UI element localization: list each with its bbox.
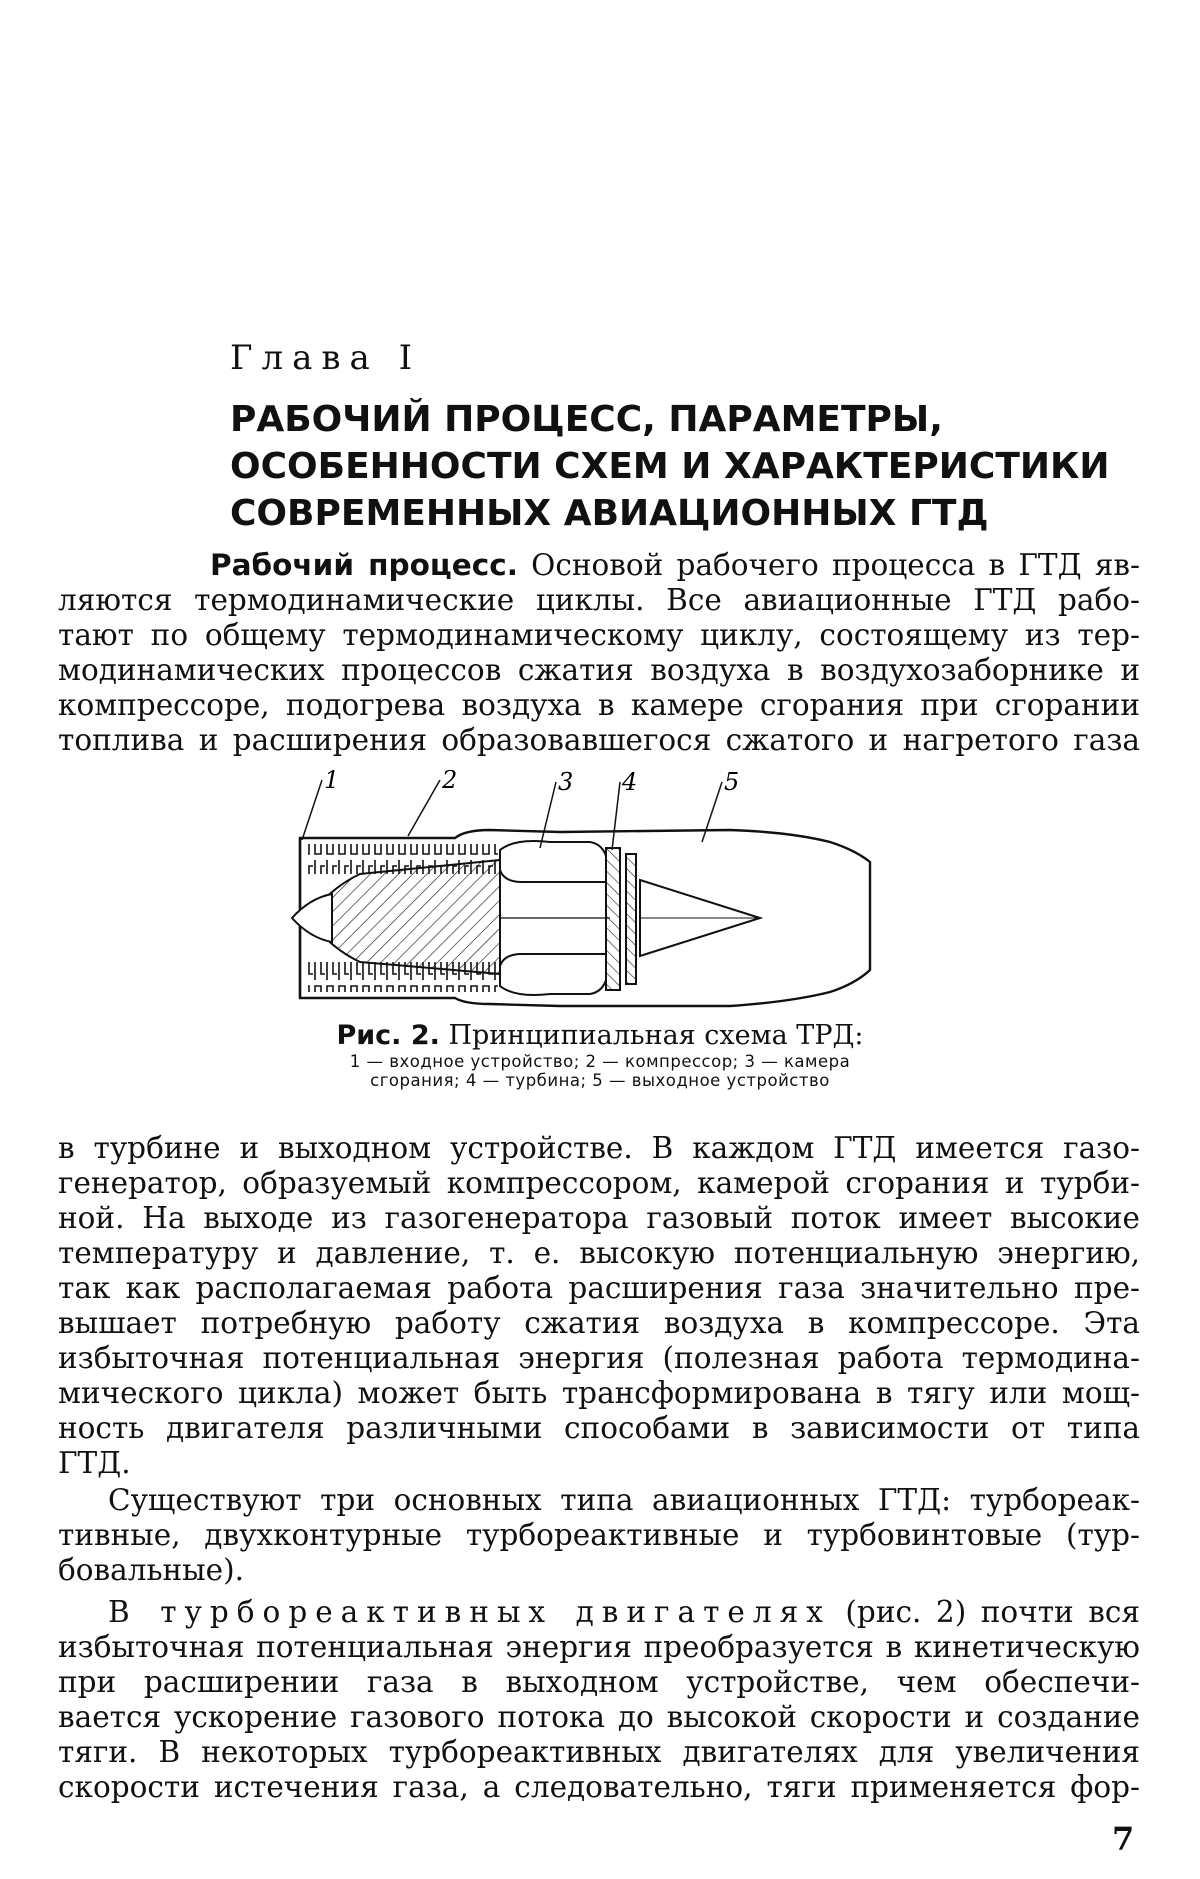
caption-text: Принципиальная схема ТРД: <box>448 1020 864 1051</box>
paragraph-line: ляются термодинамические циклы. Все авиационные ГТД рабо- <box>58 583 1140 617</box>
paragraph-line: мического цикла) может быть трансформирована в тягу или мощ- <box>58 1376 1140 1410</box>
paragraph-line: температуру и давление, т. е. высокую потенциальную энергию, <box>58 1236 1140 1270</box>
paragraph-line <box>58 548 1140 583</box>
paragraph-line: тяги. В некоторых турбореактивных двигателях для увеличения <box>58 1735 1140 1769</box>
chapter-title-line: ОСОБЕННОСТИ СХЕМ И ХАРАКТЕРИСТИКИ <box>230 446 1110 487</box>
paragraph-line: ной. На выходе из газогенератора газовый поток имеет высокие <box>58 1201 1140 1235</box>
spaced-term: В турбореактивных двигателях <box>108 1595 831 1629</box>
callout-3: 3 <box>558 770 574 796</box>
compressor-rotor <box>308 860 500 974</box>
figure-number: Рис. 2. <box>336 1020 440 1051</box>
callout-leaders <box>302 780 722 850</box>
paragraph-line: при расширении газа в выходном устройстве, чем обеспечи- <box>58 1665 1140 1699</box>
paragraph-text: Основой рабочего процесса в ГТД яв- <box>531 548 1140 582</box>
paragraph-line: генератор, образуемый компрессором, камерой сгорания и турби- <box>58 1166 1140 1200</box>
inlet-spinner <box>292 894 332 942</box>
callout-4: 4 <box>622 770 638 796</box>
paragraph-line: Существуют три основных типа авиационных ГТД: турбореак- <box>108 1483 1140 1517</box>
paragraph-turbojet <box>58 1595 1140 1805</box>
caption-legend-line: сгорания; 4 — турбина; 5 — выходное устройство <box>370 1071 830 1090</box>
paragraph-text: (рис. 2) почти вся <box>845 1595 1140 1629</box>
turbojet-schematic-diagram <box>290 770 910 1010</box>
paragraph-line: ность двигателя различными способами в зависимости от типа <box>58 1411 1140 1445</box>
paragraph-line: ГТД. <box>58 1446 131 1480</box>
paragraph-line: топлива и расширения образовавшегося сжатого и нагретого газа <box>58 723 1140 757</box>
callout-5: 5 <box>724 770 740 796</box>
paragraph-line: так как располагаемая работа расширения газа значительно пре- <box>58 1271 1140 1305</box>
figure-caption <box>230 1020 970 1090</box>
paragraph-line: вается ускорение газового потока до высокой скорости и создание <box>58 1700 1140 1734</box>
chapter-title-line: РАБОЧИЙ ПРОЦЕСС, ПАРАМЕТРЫ, <box>230 399 943 440</box>
paragraph-line: вышает потребную работу сжатия воздуха в компрессоре. Эта <box>58 1306 1140 1340</box>
caption-title <box>230 1020 970 1052</box>
paragraph-gas-generator <box>58 1131 1140 1481</box>
paragraph-line: модинамических процессов сжатия воздуха в воздухозаборнике и <box>58 653 1140 687</box>
turbojet-schematic-figure <box>290 770 910 1010</box>
paragraph-line: бовальные). <box>58 1553 245 1587</box>
paragraph-line: тают по общему термодинамическому циклу, состоящему из тер- <box>58 618 1140 652</box>
paragraph-line: скорости истечения газа, а следовательно, тяги применяется фор- <box>58 1770 1140 1804</box>
run-in-heading: Рабочий процесс. <box>210 548 518 582</box>
chapter-title <box>230 396 1110 537</box>
chapter-title-line: СОВРЕМЕННЫХ АВИАЦИОННЫХ ГТД <box>230 493 989 534</box>
turbine-stage-1 <box>606 848 620 990</box>
chapter-label: Глава I <box>230 338 422 378</box>
paragraph-line: компрессоре, подогрева воздуха в камере сгорания при сгорании <box>58 688 1140 722</box>
paragraph-engine-types <box>58 1483 1140 1588</box>
paragraph-line: тивные, двухконтурные турбореактивные и турбовинтовые (тур- <box>58 1518 1140 1552</box>
callout-2: 2 <box>442 770 458 794</box>
page-number: 7 <box>1112 1820 1135 1858</box>
turbine-stage-2 <box>626 854 636 984</box>
paragraph-line: избыточная потенциальная энергия (полезная работа термодина- <box>58 1341 1140 1375</box>
caption-legend-line: 1 — входное устройство; 2 — компрессор; 3 — камера <box>349 1052 851 1071</box>
paragraph-line <box>58 1595 1140 1630</box>
callout-1: 1 <box>324 770 340 794</box>
paragraph-working-process <box>58 548 1140 758</box>
paragraph-line: в турбине и выходном устройстве. В каждом ГТД имеется газо- <box>58 1131 1140 1165</box>
paragraph-line: избыточная потенциальная энергия преобразуется в кинетическую <box>58 1630 1140 1664</box>
combustion-chamber <box>500 841 610 995</box>
